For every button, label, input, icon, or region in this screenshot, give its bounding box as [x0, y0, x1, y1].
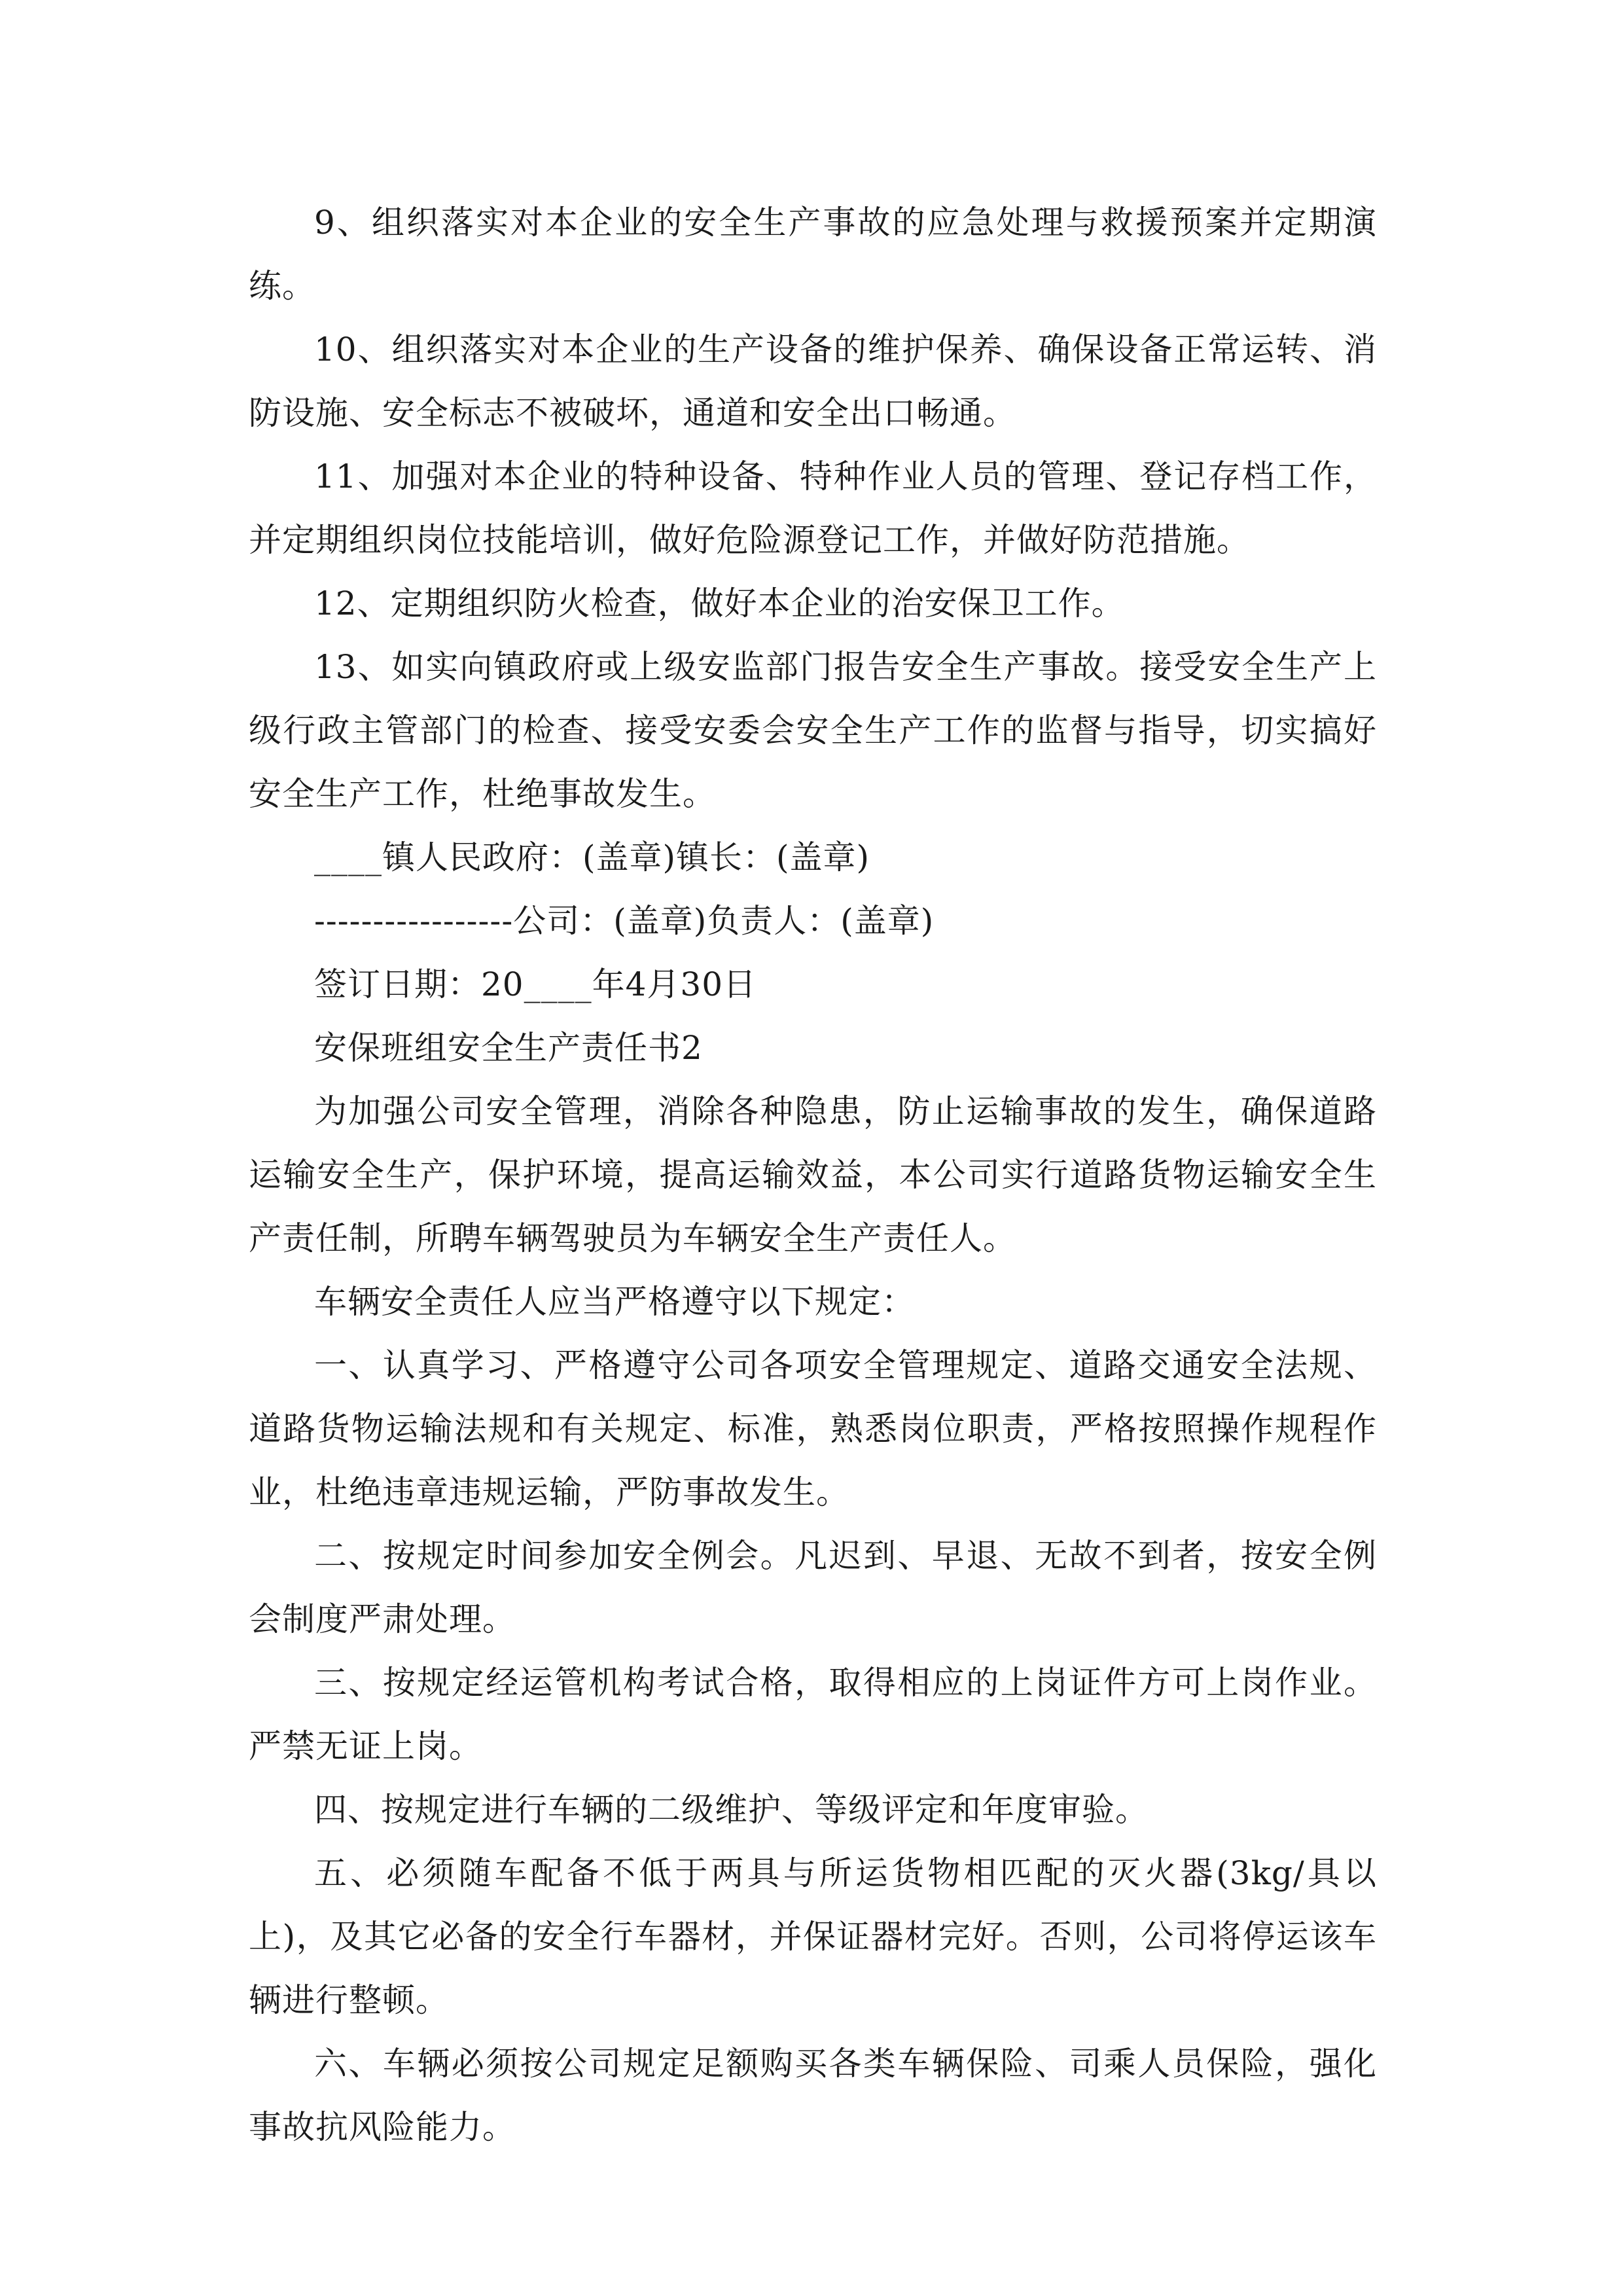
paragraph: 12、定期组织防火检查，做好本企业的治安保卫工作。 — [314, 584, 1125, 622]
paragraph: 三、按规定经运管机构考试合格，取得相应的上岗证件方可上岗作业。严禁无证上岗。 — [249, 1664, 1377, 1765]
paragraph: 9、组织落实对本企业的安全生产事故的应急处理与救援预案并定期演练。 — [249, 204, 1377, 305]
document-page — [249, 191, 1377, 2159]
signing-date: 签订日期：20____年4月30日 — [314, 965, 757, 1003]
signature-line-government: ____镇人民政府：(盖章)镇长：(盖章) — [314, 838, 870, 876]
signature-line-company: -----------------公司：(盖章)负责人：(盖章) — [314, 902, 935, 940]
paragraph: 为加强公司安全管理，消除各种隐患，防止运输事故的发生，确保道路运输安全生产，保护环境，提高运输效益，本公司实行道路货物运输安全生产责任制，所聘车辆驾驶员为车辆安全生产责任人。 — [249, 1092, 1377, 1257]
paragraph: 13、如实向镇政府或上级安监部门报告安全生产事故。接受安全生产上级行政主管部门的检查、接受安委会安全生产工作的监督与指导，切实搞好安全生产工作，杜绝事故发生。 — [249, 648, 1377, 813]
paragraph: 四、按规定进行车辆的二级维护、等级评定和年度审验。 — [314, 1791, 1149, 1829]
section-title: 安保班组安全生产责任书2 — [314, 1029, 703, 1067]
paragraph: 二、按规定时间参加安全例会。凡迟到、早退、无故不到者，按安全例会制度严肃处理。 — [249, 1537, 1377, 1638]
paragraph: 11、加强对本企业的特种设备、特种作业人员的管理、登记存档工作，并定期组织岗位技能培训，做好危险源登记工作，并做好防范措施。 — [249, 457, 1377, 559]
paragraph: 车辆安全责任人应当严格遵守以下规定： — [314, 1283, 915, 1321]
paragraph: 一、认真学习、严格遵守公司各项安全管理规定、道路交通安全法规、道路货物运输法规和有关规定、标准，熟悉岗位职责，严格按照操作规程作业，杜绝违章违规运输，严防事故发生。 — [249, 1346, 1377, 1511]
paragraph: 六、车辆必须按公司规定足额购买各类车辆保险、司乘人员保险，强化事故抗风险能力。 — [249, 2045, 1377, 2146]
paragraph: 10、组织落实对本企业的生产设备的维护保养、确保设备正常运转、消防设施、安全标志不被破坏，通道和安全出口畅通。 — [249, 331, 1377, 432]
paragraph: 五、必须随车配备不低于两具与所运货物相匹配的灭火器(3kg/具以上)，及其它必备的安全行车器材，并保证器材完好。否则，公司将停运该车辆进行整顿。 — [249, 1854, 1377, 2019]
